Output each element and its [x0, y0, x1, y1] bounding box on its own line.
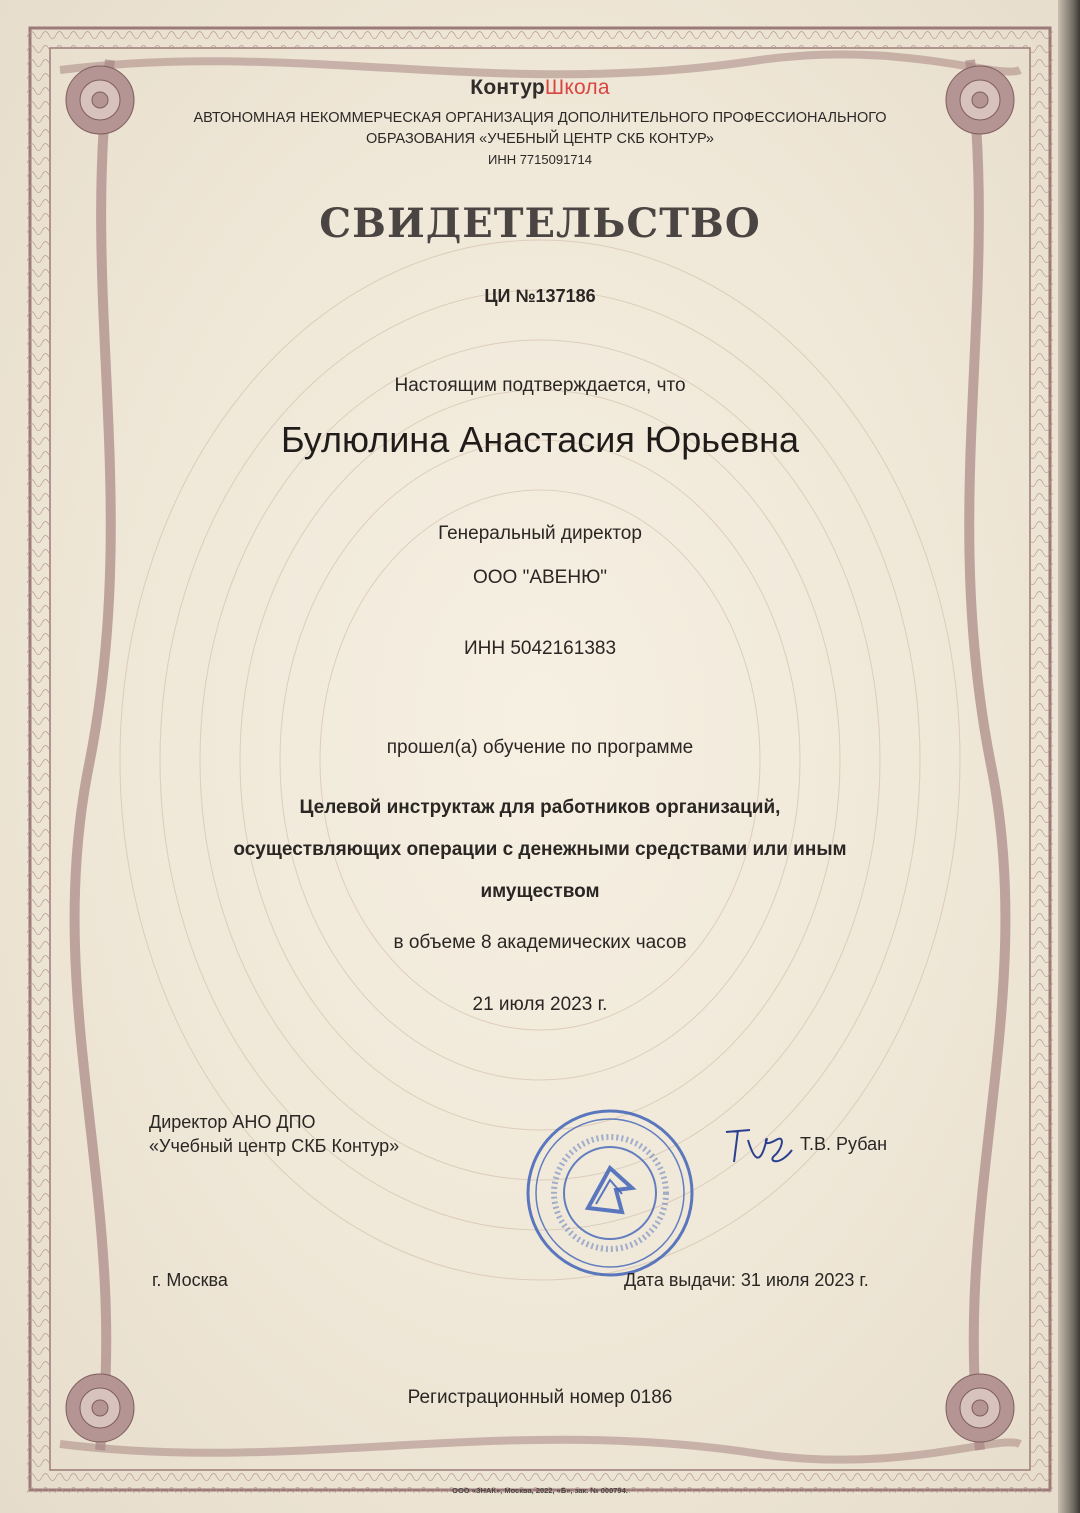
brand-logo [0, 76, 1080, 100]
issue-date: Дата выдачи: 31 июля 2023 г. [624, 1270, 869, 1290]
organization-name-line2: ОБРАЗОВАНИЯ «УЧЕБНЫЙ ЦЕНТР СКБ КОНТУР» [366, 131, 714, 147]
director-line-1: Директор АНО ДПО [149, 1112, 316, 1132]
printer-info: ООО «ЗНАК», Москва, 2022, «Б», зак. № 000794. [452, 1486, 628, 1495]
director-line-2: «Учебный центр СКБ Контур» [149, 1136, 400, 1156]
program-volume: в объеме 8 академических часов [393, 932, 687, 953]
official-stamp [510, 1108, 710, 1278]
person-inn: ИНН 5042161383 [463, 638, 617, 659]
program-title [0, 787, 1080, 913]
director-title [149, 1110, 399, 1158]
brand-part2: Школа [544, 76, 610, 99]
brand-part1: Контур [470, 76, 545, 99]
signature-mark [720, 1120, 800, 1180]
person-name: Булюлина Анастасия Юрьевна [280, 419, 800, 460]
program-line-1: Целевой инструктаж для работников организаций, [299, 797, 781, 818]
issue-city: г. Москва [152, 1270, 228, 1290]
certificate-title: СВИДЕТЕЛЬСТВО [319, 200, 761, 247]
organization-name [0, 108, 1080, 150]
completion-date: 21 июля 2023 г. [472, 994, 608, 1015]
registration-number: Регистрационный номер 0186 [407, 1387, 673, 1408]
passed-text: прошел(а) обучение по программе [386, 737, 694, 758]
signer-name: Т.В. Рубан [800, 1134, 888, 1154]
confirm-text: Настоящим подтверждается, что [394, 375, 686, 396]
person-position: Генеральный директор [438, 523, 642, 544]
person-company: ООО "АВЕНЮ" [472, 567, 608, 588]
organization-name-line1: АВТОНОМНАЯ НЕКОММЕРЧЕСКАЯ ОРГАНИЗАЦИЯ ДОПОЛНИТЕЛЬНОГО ПРОФЕССИОНАЛЬНОГО [193, 110, 887, 126]
organization-inn: ИНН 7715091714 [487, 152, 593, 167]
program-line-3: имуществом [480, 881, 600, 902]
program-line-2: осуществляющих операции с денежными средствами или иным [233, 839, 847, 860]
certificate-number: ЦИ №137186 [484, 286, 596, 306]
